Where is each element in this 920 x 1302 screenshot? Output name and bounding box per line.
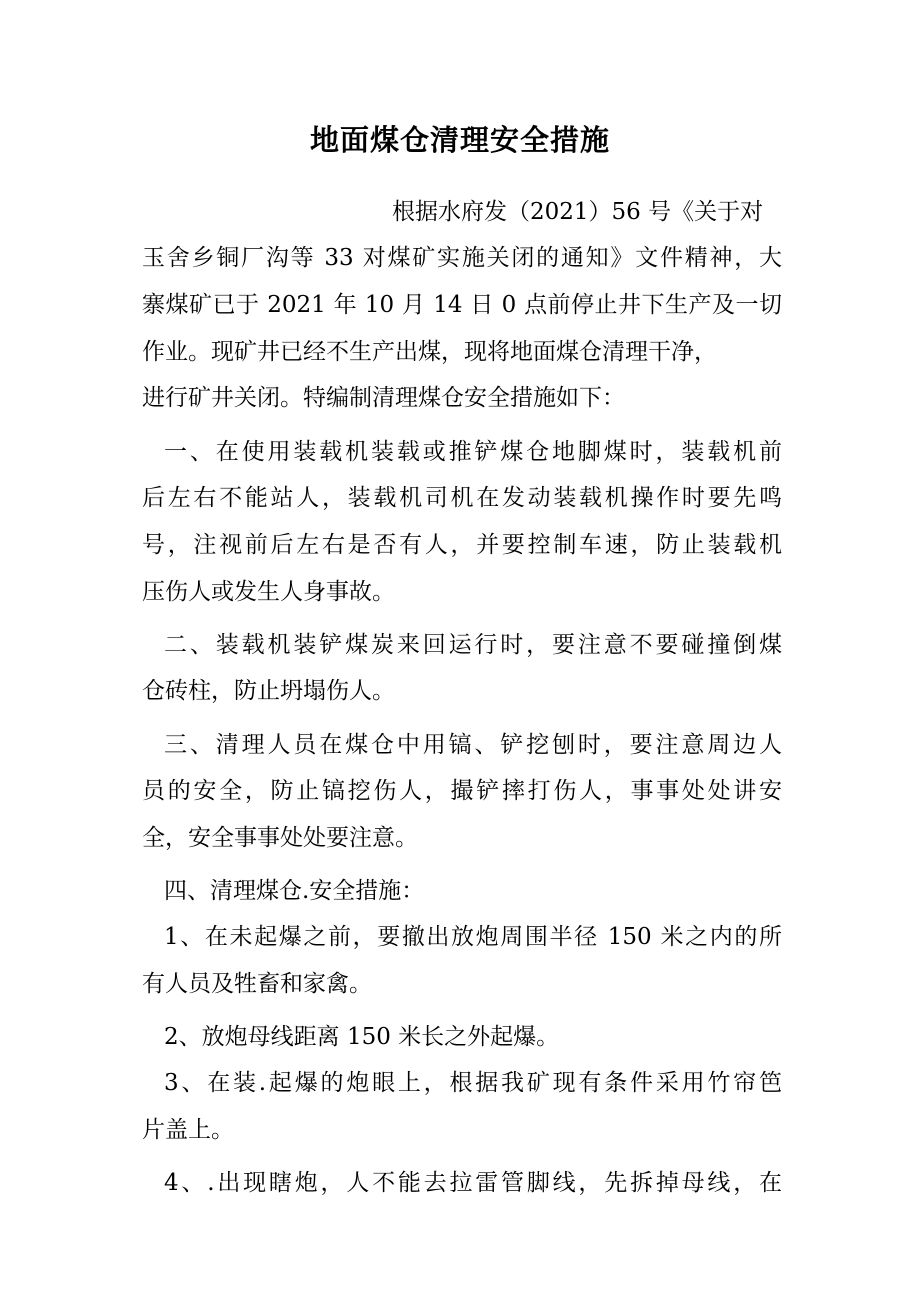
- paragraph-line: 有人员及牲畜和家禽。: [142, 971, 372, 997]
- paragraph-line: 员的安全，防止镐挖伤人，撮铲摔打伤人，事事处处讲安: [142, 778, 782, 804]
- paragraph-line: 根据水府发（2021）56 号《关于对: [392, 199, 764, 225]
- paragraph-line: 全，安全事事处处要注意。: [142, 825, 418, 851]
- paragraph-line: 四、清理煤仓.安全措施：: [164, 878, 425, 904]
- paragraph-line: 1、在未起爆之前，要撤出放炮周围半径 150 米之内的所: [164, 924, 782, 950]
- paragraph-line: 2、放炮母线距离 150 米长之外起爆。: [164, 1024, 560, 1050]
- paragraph-line: 3、在装.起爆的炮眼上，根据我矿现有条件采用竹帘笆: [164, 1070, 782, 1096]
- paragraph-line: 三、清理人员在煤仓中用镐、铲挖刨时，要注意周边人: [164, 732, 782, 758]
- paragraph-line: 号，注视前后左右是否有人，并要控制车速，防止装载机: [142, 532, 782, 558]
- paragraph-line: 玉舍乡铜厂沟等 33 对煤矿实施关闭的通知》文件精神，大: [142, 245, 782, 271]
- paragraph-line: 寨煤矿已于 2021 年 10 月 14 日 0 点前停止井下生产及一切: [142, 292, 782, 318]
- paragraph-line: 仓砖柱，防止坍塌伤人。: [142, 678, 395, 704]
- paragraph-line: 进行矿井关闭。特编制清理煤仓安全措施如下：: [142, 385, 625, 411]
- paragraph-line: 4、.出现瞎炮，人不能去拉雷管脚线，先拆掉母线，在: [164, 1170, 782, 1196]
- paragraph-line: 后左右不能站人，装载机司机在发动装载机操作时要先鸣: [142, 485, 782, 511]
- document-title: 地面煤仓清理安全措施: [309, 123, 610, 157]
- paragraph-line: 片盖上。: [142, 1117, 234, 1143]
- paragraph-line: 二、装载机装铲煤炭来回运行时，要注意不要碰撞倒煤: [164, 632, 782, 658]
- paragraph-line: 压伤人或发生人身事故。: [142, 579, 395, 605]
- paragraph-line: 作业。现矿井已经不生产出煤，现将地面煤仓清理干净，: [142, 339, 717, 365]
- paragraph-line: 一、在使用装载机装载或推铲煤仓地脚煤时，装载机前: [164, 439, 782, 465]
